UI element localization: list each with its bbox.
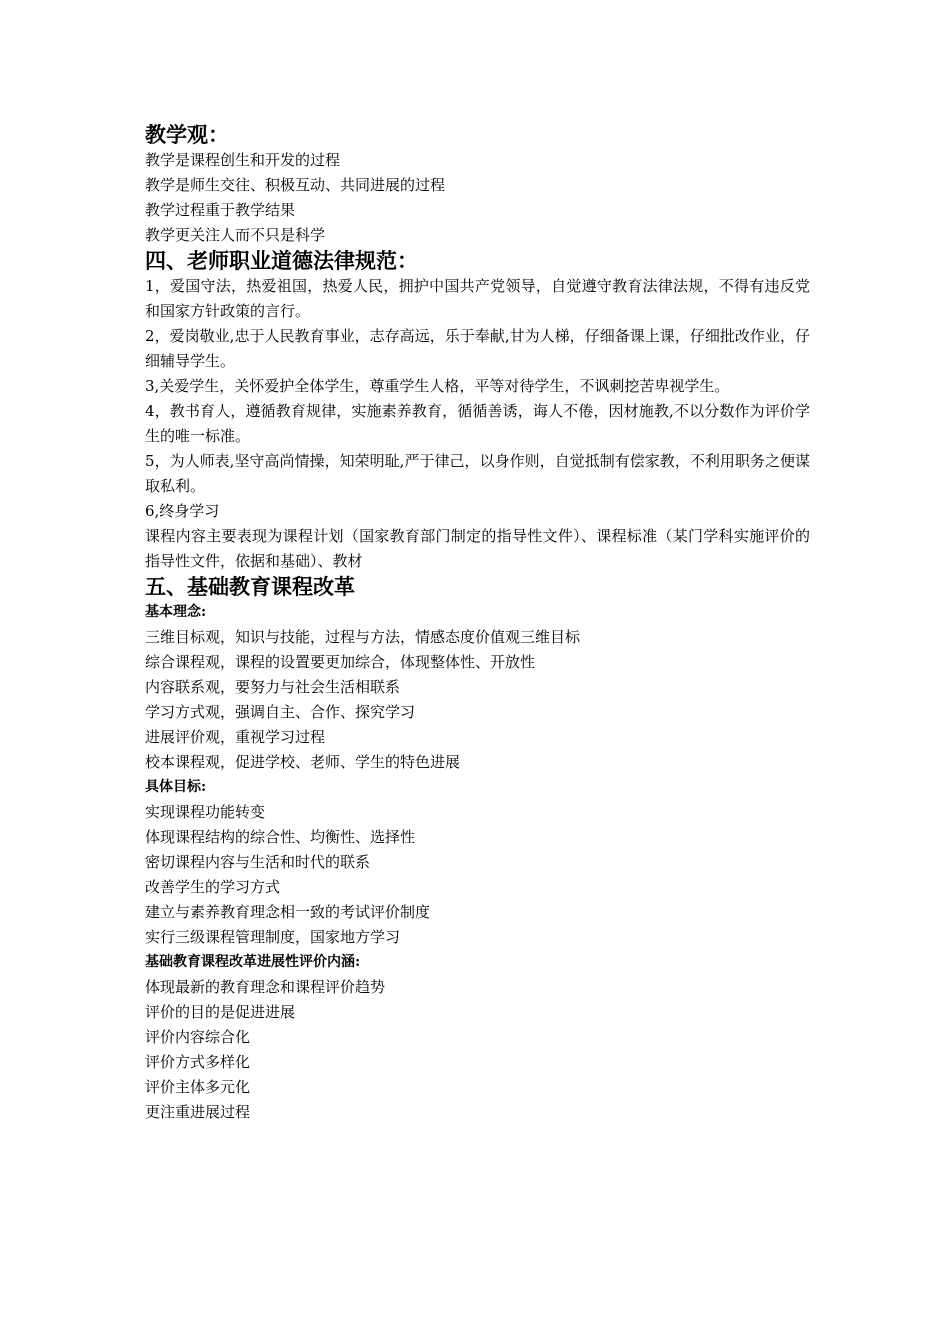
section-teaching: [145, 122, 810, 248]
ethics-item-6: 6,终身学习: [145, 502, 220, 520]
list-item: 实行三级课程管理制度，国家地方学习: [145, 928, 401, 946]
ethics-item-1: 1，爱国守法，热爱祖国，热爱人民，拥护中国共产党领导，自觉遵守教育法律法规，不得有违反党和国家方针政策的言行。: [145, 277, 810, 320]
list-item: 三维目标观，知识与技能，过程与方法，情感态度价值观三维目标: [145, 628, 581, 646]
list-item: 评价的目的是促进进展: [145, 1003, 296, 1021]
subheading-concepts: 基本理念:: [145, 604, 207, 620]
list-item: 更注重进展过程: [145, 1103, 251, 1121]
list-item: 评价内容综合化: [145, 1028, 251, 1046]
document-page: [145, 122, 810, 1125]
ethics-item-3: 3,关爱学生，关怀爱护全体学生，尊重学生人格，平等对待学生，不讽刺挖苦卑视学生。: [145, 377, 730, 395]
ethics-item-2: 2，爱岗敬业,忠于人民教育事业，志存高远，乐于奉献,甘为人梯，仔细备课上课，仔细批改作业，仔细辅导学生。: [145, 327, 810, 370]
list-item: 教学是课程创生和开发的过程: [145, 151, 341, 169]
section-title-teaching: 教学观：: [145, 122, 229, 147]
section-title-reform: 五、基础教育课程改革: [145, 574, 355, 599]
list-item: 教学过程重于教学结果: [145, 201, 296, 219]
list-item: 综合课程观，课程的设置要更加综合，体现整体性、开放性: [145, 653, 536, 671]
ethics-item-4: 4，教书育人，遵循教育规律，实施素养教育，循循善诱，诲人不倦，因材施教,不以分数作为评价学生的唯一标准。: [145, 402, 810, 445]
list-item: 教学更关注人而不只是科学: [145, 226, 326, 244]
section-reform: [145, 574, 810, 1125]
list-item: 体现课程结构的综合性、均衡性、选择性: [145, 828, 416, 846]
list-item: 进展评价观，重视学习过程: [145, 728, 326, 746]
ethics-item-5: 5，为人师表,坚守高尚情操，知荣明耻,严于律己，以身作则，自觉抵制有偿家教，不利用职务之便谋取私利。: [145, 452, 810, 495]
section-ethics: [145, 248, 810, 574]
list-item: 教学是师生交往、积极互动、共同进展的过程: [145, 176, 446, 194]
list-item: 评价方式多样化: [145, 1053, 251, 1071]
subheading-evaluation: 基础教育课程改革进展性评价内涵:: [145, 954, 361, 970]
section-title-ethics: 四、老师职业道德法律规范：: [145, 248, 418, 273]
list-item: 体现最新的教育理念和课程评价趋势: [145, 978, 386, 996]
curriculum-content-paragraph: 课程内容主要表现为课程计划（国家教育部门制定的指导性文件）、课程标准（某门学科实施评价的指导性文件，依据和基础）、教材: [145, 527, 810, 570]
list-item: 实现课程功能转变: [145, 803, 266, 821]
list-item: 改善学生的学习方式: [145, 878, 281, 896]
subheading-goals: 具体目标:: [145, 779, 207, 795]
list-item: 密切课程内容与生活和时代的联系: [145, 853, 371, 871]
list-item: 评价主体多元化: [145, 1078, 251, 1096]
list-item: 校本课程观，促进学校、老师、学生的特色进展: [145, 753, 461, 771]
list-item: 学习方式观，强调自主、合作、探究学习: [145, 703, 416, 721]
list-item: 内容联系观，要努力与社会生活相联系: [145, 678, 401, 696]
list-item: 建立与素养教育理念相一致的考试评价制度: [145, 903, 431, 921]
